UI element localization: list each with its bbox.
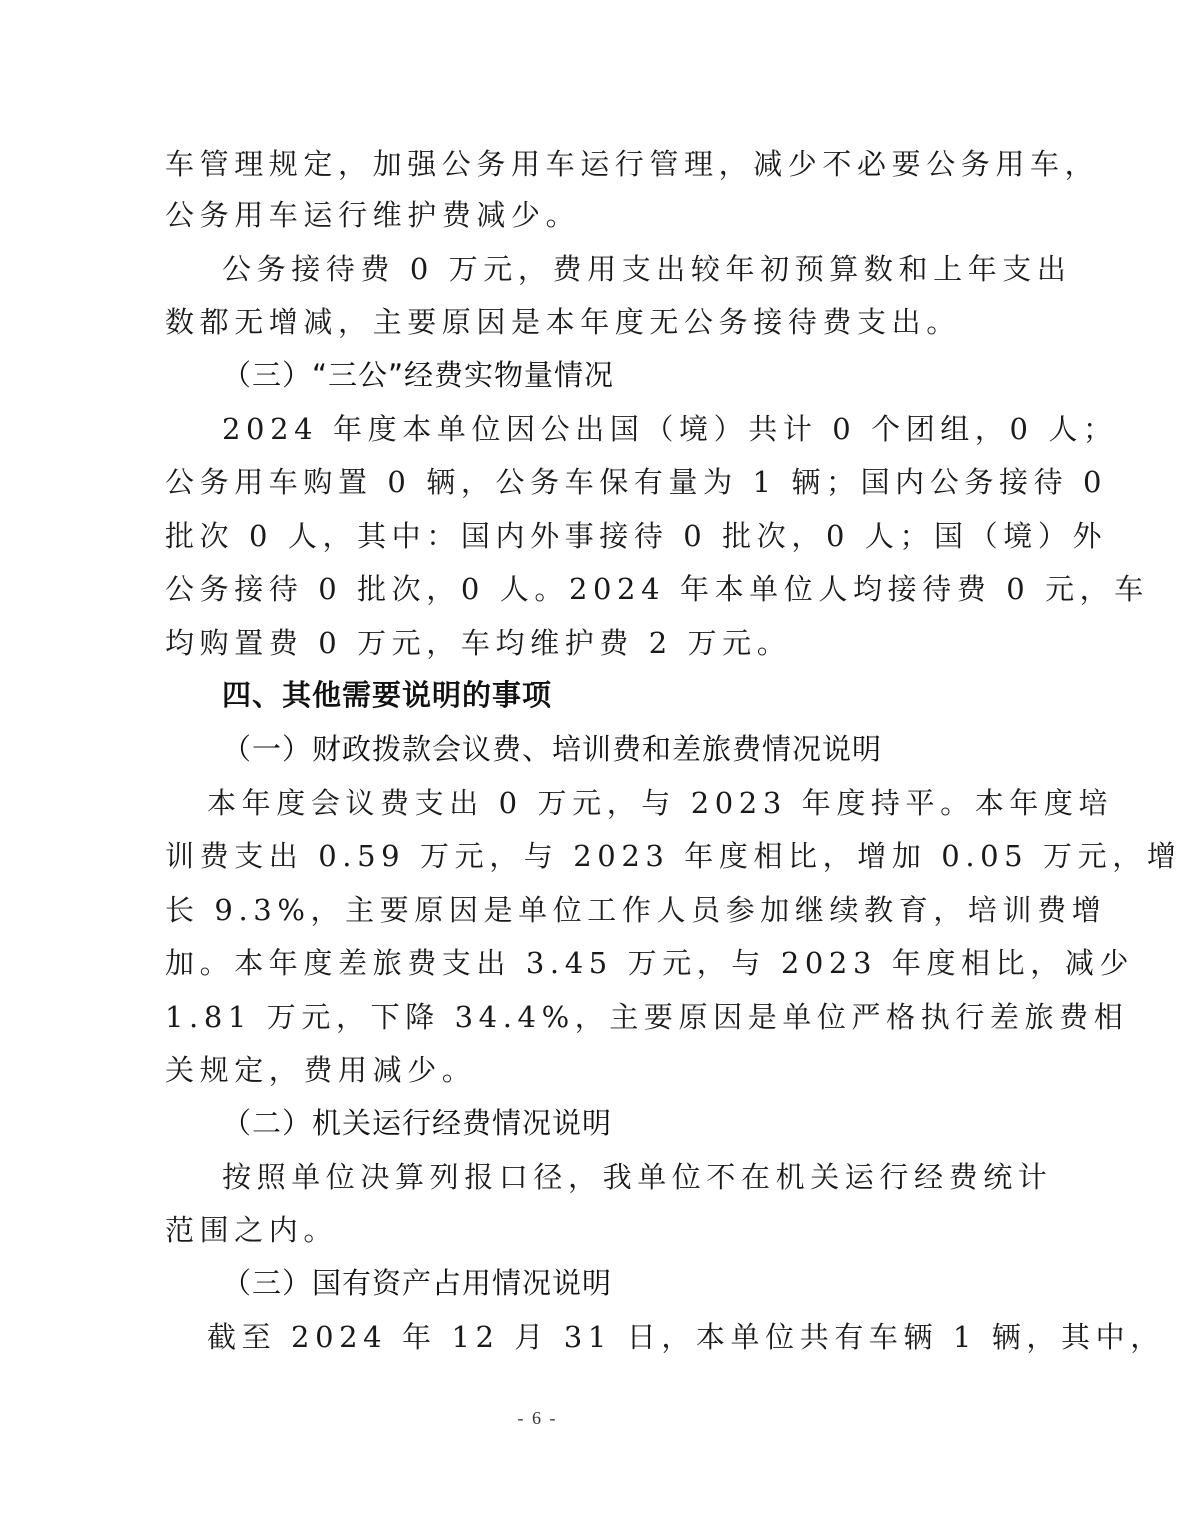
section-heading: （三）国有资产占用情况说明: [222, 1266, 613, 1300]
paragraph-line: 按照单位决算列报口径，我单位不在机关运行经费统计: [222, 1160, 1053, 1194]
paragraph-line: 数都无增减，主要原因是本年度无公务接待费支出。: [165, 305, 961, 339]
page-number: - 6 -: [517, 1408, 558, 1428]
paragraph-line: 公务接待费 0 万元，费用支出较年初预算数和上年支出: [222, 252, 1072, 286]
paragraph-line: 截至 2024 年 12 月 31 日，本单位共有车辆 1 辆，其中，: [207, 1320, 1165, 1354]
paragraph-line: 范围之内。: [165, 1213, 339, 1247]
section-heading: （二）机关运行经费情况说明: [222, 1106, 613, 1140]
paragraph-line: 关规定，费用减少。: [165, 1053, 477, 1087]
section-heading: （三）“三公”经费实物量情况: [222, 358, 615, 392]
paragraph-line: 批次 0 人，其中：国内外事接待 0 批次，0 人；国（境）外: [165, 519, 1108, 553]
paragraph-line: 均购置费 0 万元，车均维护费 2 万元。: [165, 626, 792, 660]
paragraph-line: 公务用车运行维护费减少。: [165, 198, 581, 232]
paragraph-line: 车管理规定，加强公务用车运行管理，减少不必要公务用车，: [165, 147, 1100, 181]
paragraph-line: 训费支出 0.59 万元，与 2023 年度相比，增加 0.05 万元，增: [165, 839, 1181, 873]
paragraph-line: 加。本年度差旅费支出 3.45 万元，与 2023 年度相比，减少: [165, 946, 1135, 980]
paragraph-line: 1.81 万元，下降 34.4%，主要原因是单位严格执行差旅费相: [165, 1000, 1129, 1034]
section-heading: （一）财政拨款会议费、培训费和差旅费情况说明: [222, 732, 883, 766]
paragraph-line: 本年度会议费支出 0 万元，与 2023 年度持平。本年度培: [207, 786, 1114, 820]
paragraph-line: 长 9.3%，主要原因是单位工作人员参加继续教育，培训费增: [165, 893, 1107, 927]
paragraph-line: 公务用车购置 0 辆，公务车保有量为 1 辆；国内公务接待 0: [165, 465, 1108, 499]
paragraph-line: 公务接待 0 批次，0 人。2024 年本单位人均接待费 0 元，车: [165, 572, 1149, 606]
paragraph-line: 2024 年度本单位因公出国（境）共计 0 个团组，0 人；: [222, 412, 1118, 446]
chapter-heading: 四、其他需要说明的事项: [222, 678, 553, 712]
